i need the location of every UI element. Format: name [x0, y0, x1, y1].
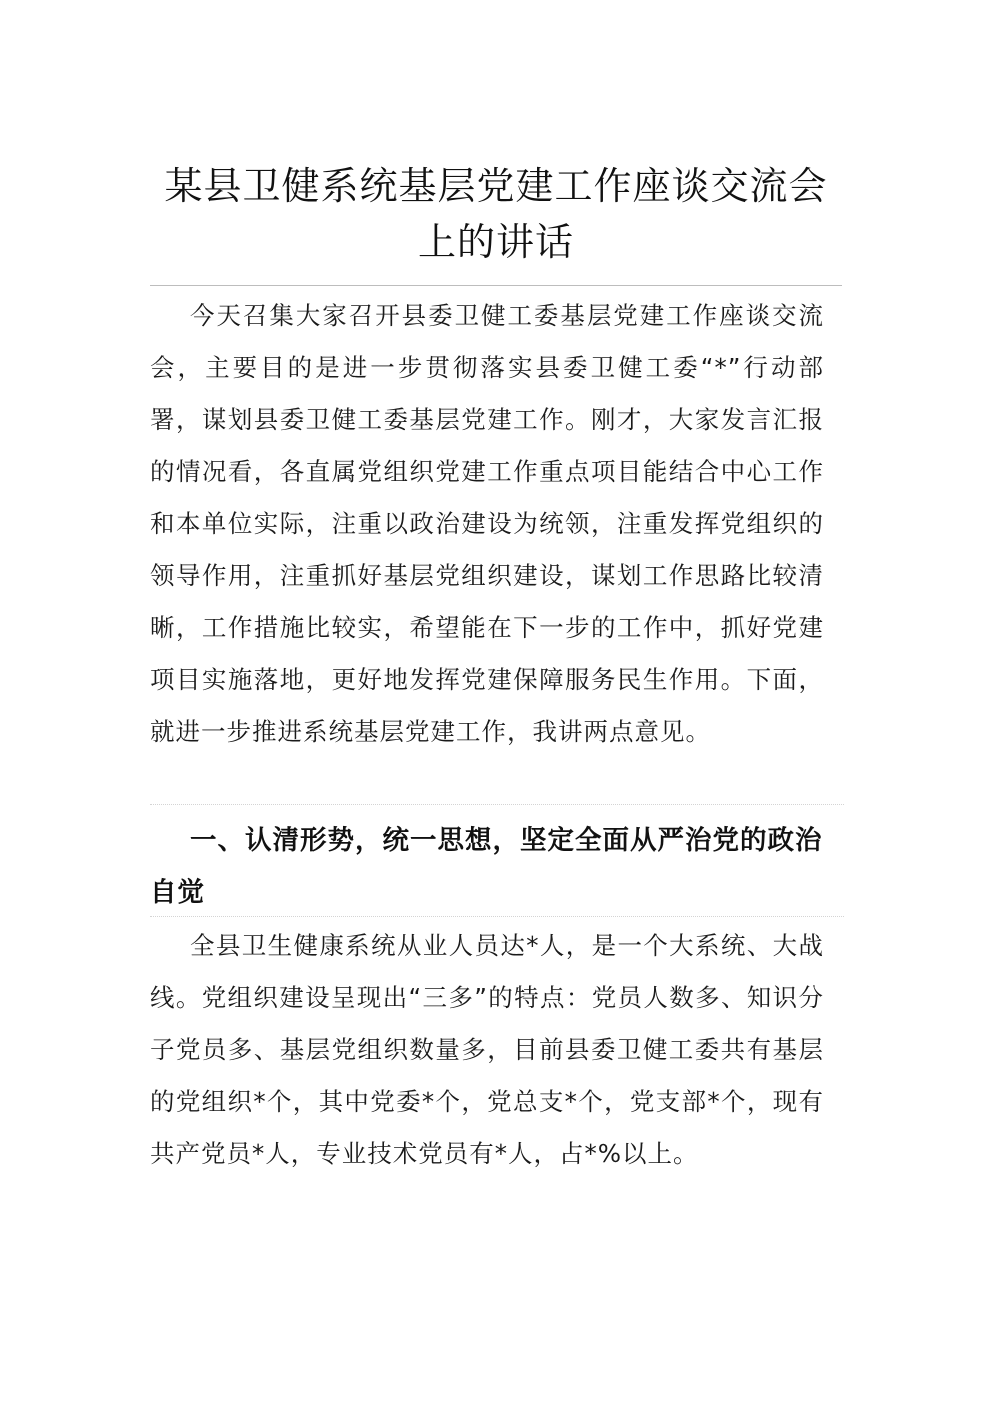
document-title: 某县卫健系统基层党建工作座谈交流会上的讲话 [164, 164, 828, 264]
intro-paragraph: 今天召集大家召开县委卫健工委基层党建工作座谈交流会，主要目的是进一步贯彻落实县委卫健工委“*”行动部署，谋划县委卫健工委基层党建工作。刚才，大家发言汇报的情况看，各直属党组织党建工作重点项目能结合中心工作和本单位实际，注重以政治建设为统领，注重发挥党组织的领导作用，注重抓好基层党组织建设，谋划工作思路比较清晰，工作措施比较实，希望能在下一步的工作中，抓好党建项目实施落地，更好地发挥党建保障服务民生作用。下面，就进一步推进系统基层党建工作，我讲两点意见。 [150, 301, 824, 746]
section-divider-top [150, 804, 844, 805]
section-divider-bottom [150, 916, 844, 917]
body-paragraph: 全县卫生健康系统从业人员达*人，是一个大系统、大战线。党组织建设呈现出“三多”的特点：党员人数多、知识分子党员多、基层党组织数量多，目前县委卫健工委共有基层的党组织*个，其中党委*个，党总支*个，党支部*个，现有共产党员*人，专业技术党员有*人，占*%以上。 [150, 931, 824, 1168]
title-divider [150, 285, 842, 286]
section-heading: 一、认清形势，统一思想，坚定全面从严治党的政治自觉 [150, 825, 823, 908]
